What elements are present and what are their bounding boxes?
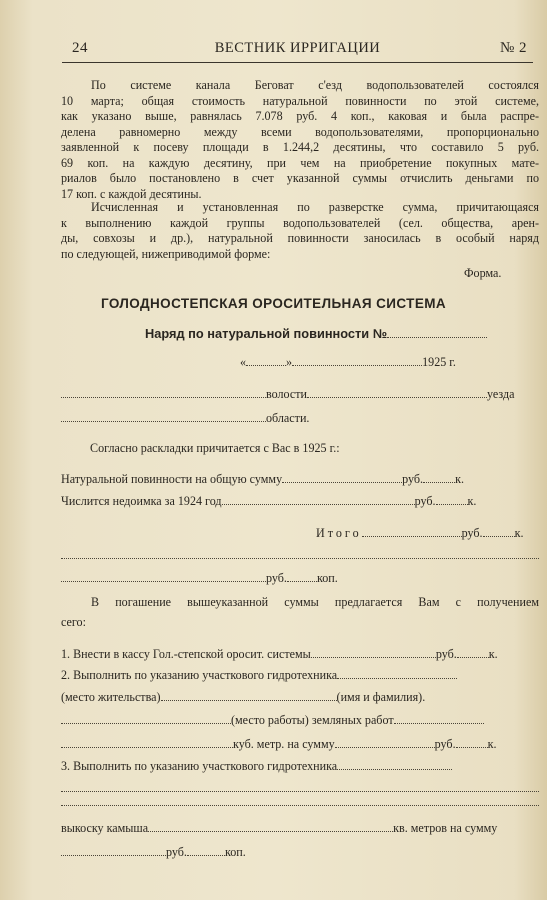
cubic-amount-blank — [61, 737, 233, 748]
natural-sum-blank — [282, 472, 402, 483]
reed-kop-blank — [187, 845, 225, 856]
work-blank — [394, 713, 484, 724]
kop-label: к. — [488, 647, 498, 661]
paragraph-line: 10 марта; общая стоимость натуральной повинности по этой системе, — [61, 93, 539, 108]
repay-paragraph — [61, 595, 539, 611]
work-place-label: (место работы) земляных работ — [231, 713, 394, 727]
volost-row — [61, 387, 515, 402]
day-blank — [246, 355, 286, 366]
paragraph-line: к выполнению каждой группы водопользователей (сел. общества, арен- — [61, 215, 539, 230]
paragraph-line: 17 коп. с каждой десятины. — [61, 186, 202, 201]
natural-label: Натуральной повинности на общую сумму — [61, 472, 283, 486]
paragraph-line: как указано выше, равнялась 7.078 руб. 4 коп., каковая и была распре- — [61, 109, 539, 123]
paragraph-line: делена равномерно между всеми водопользователями, пропорционально — [61, 124, 539, 139]
item-2-label: 2. Выполнить по указанию участкового гидротехника — [61, 668, 338, 682]
cubic-sum-blank — [335, 737, 435, 748]
order-title-row — [145, 326, 487, 341]
oblast-label: области. — [266, 411, 310, 425]
rub-label: руб. — [266, 571, 287, 585]
item-2-blank — [337, 668, 457, 679]
paragraph-line: по следующей, нижеприводимой форме: — [61, 246, 271, 261]
work-place-blank — [61, 713, 231, 724]
kop-label: к. — [467, 494, 477, 508]
paragraph-2 — [61, 200, 539, 262]
kop-label: к. — [455, 472, 464, 486]
according-line: Согласно раскладки причитается с Вас в 1925 г.: — [90, 441, 340, 455]
total-sum-blank — [362, 526, 462, 537]
date-row — [240, 355, 456, 370]
volost-label: волости — [266, 387, 308, 401]
form-year: 1925 г. — [422, 355, 456, 369]
rub-words-blank — [61, 571, 266, 582]
sq-meters-label: кв. метров на сумму — [393, 821, 498, 835]
natural-row — [61, 472, 464, 487]
date-close-quote: » — [286, 355, 293, 369]
paragraph-line: Исчисленная и установленная по разверстке сумма, причитающаяся — [91, 200, 539, 214]
kop-blank — [483, 526, 515, 537]
kop-blank — [456, 737, 488, 748]
reed-label: выкоску камыша — [61, 821, 149, 835]
paragraph-line: 69 коп. на каждую десятину, при чем на приобретение покупных мате- — [61, 155, 539, 170]
order-title: Наряд по натуральной повинности № — [145, 326, 387, 341]
uezd-blank — [307, 387, 487, 398]
oblast-blank — [61, 411, 266, 422]
rub-label: руб. — [434, 737, 456, 751]
kop-label: к. — [487, 737, 497, 751]
order-number-blank — [387, 327, 487, 338]
amount-words-row — [61, 571, 338, 586]
item-3-blank — [337, 759, 452, 770]
form-label: Форма. — [464, 266, 502, 280]
paragraph-line: ды, совхозы и др.), натуральной повинности заносилась в особый наряд — [61, 231, 539, 245]
kop-blank — [457, 647, 489, 658]
uezd-label: уезда — [487, 387, 515, 401]
journal-title: ВЕСТНИК ИРРИГАЦИИ — [214, 40, 381, 56]
kop-words-blank — [287, 571, 317, 582]
page-number: 24 — [72, 40, 88, 56]
residence-row — [61, 690, 425, 705]
item-1-sum-blank — [311, 647, 436, 658]
oblast-row — [61, 411, 309, 426]
rub-label: руб. — [435, 647, 457, 661]
arrears-label: Числится недоимка за 1924 год — [61, 494, 222, 508]
repay-line: сего: — [61, 615, 86, 629]
rub-label: руб. — [402, 472, 424, 486]
issue-number: № 2 — [499, 40, 527, 56]
total-label: Итого — [316, 526, 362, 540]
kop-end-label: коп. — [224, 845, 246, 859]
work-place-row — [61, 713, 484, 728]
page-header — [62, 40, 533, 62]
kop-blank — [423, 472, 455, 483]
paragraph-line: риалов было постановлено в счет указанной суммы отчислить деньгами по — [61, 171, 539, 185]
amount-words-blank — [61, 558, 539, 559]
rub-label: руб. — [166, 845, 187, 859]
repay-line: В погашение вышеуказанной суммы предлагается Вам с получением — [91, 595, 539, 609]
date-open-quote: « — [240, 355, 247, 369]
reed-sum-row — [61, 845, 246, 860]
cubic-label: куб. метр. на сумму — [233, 737, 335, 751]
paragraph-line: заявленной к посеву площади в 1.244,2 десятины, что составило 5 руб. — [61, 140, 539, 154]
reed-rub-blank — [61, 845, 166, 856]
residence-label: (место жительства) — [61, 690, 161, 704]
item-3-label: 3. Выполнить по указанию участкового гидротехника — [61, 759, 338, 773]
name-label: (имя и фамилия). — [336, 690, 426, 704]
arrears-sum-blank — [222, 494, 415, 505]
form-title: ГОЛОДНОСТЕПСКАЯ ОРОСИТЕЛЬНАЯ СИСТЕМА — [100, 296, 447, 311]
rub-label: руб. — [461, 526, 483, 540]
kop-label: к. — [514, 526, 524, 540]
item-3-extra-blank — [61, 791, 539, 792]
item-3-extra-blank — [61, 805, 539, 806]
month-blank — [292, 355, 422, 366]
reed-row — [61, 821, 497, 836]
paragraph-line: По системе канала Беговат с'езд водопользователей состоялся — [91, 78, 539, 92]
volost-blank — [61, 387, 266, 398]
item-1-label: 1. Внести в кассу Гол.-степской оросит. системы — [61, 647, 311, 661]
arrears-row — [61, 494, 476, 509]
residence-blank — [161, 690, 337, 701]
kop-label: коп. — [316, 571, 338, 585]
cubic-row — [61, 737, 497, 752]
paragraph-1 — [61, 78, 539, 202]
header-rule — [62, 62, 533, 63]
item-1-row — [61, 647, 498, 662]
rub-label: руб. — [414, 494, 436, 508]
item-2-row — [61, 668, 457, 683]
total-row — [316, 526, 523, 541]
reed-amount-blank — [148, 821, 393, 832]
item-3-row — [61, 759, 452, 774]
kop-blank — [436, 494, 468, 505]
